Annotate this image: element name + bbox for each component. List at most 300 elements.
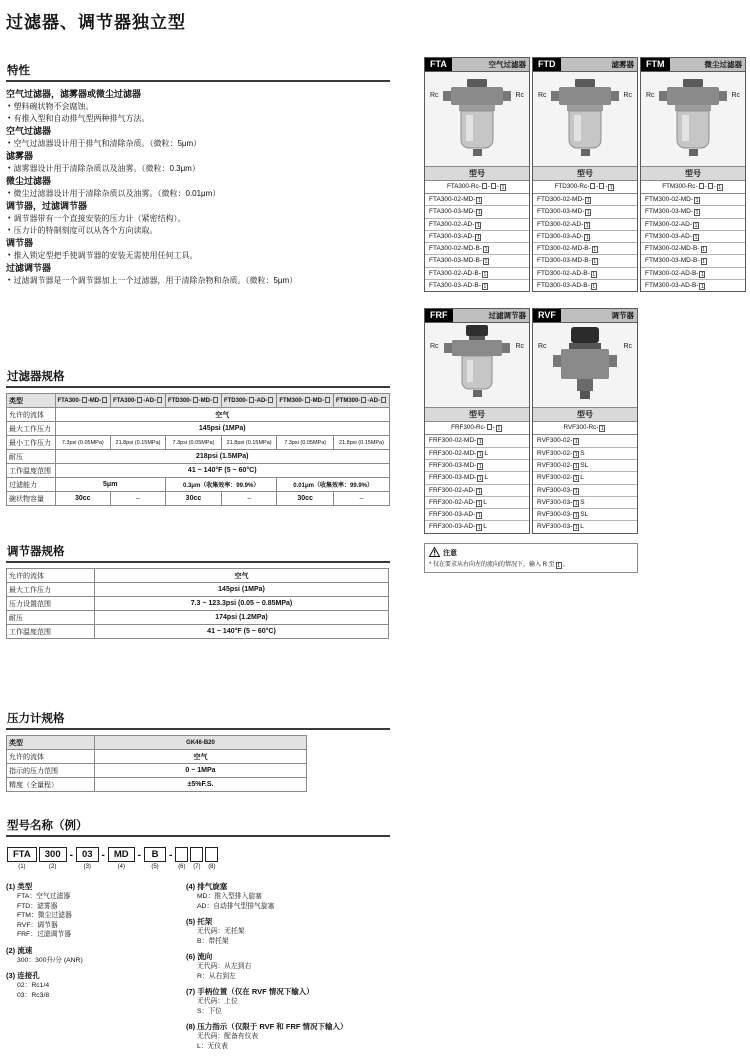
model-segment <box>76 847 99 870</box>
spec-value: – <box>111 492 166 506</box>
feature-text: 调节器，过滤调节器 <box>6 201 88 211</box>
table-header-row <box>7 394 390 408</box>
bullet-icon: • <box>8 165 11 172</box>
option-box: 1 <box>574 476 578 483</box>
dash-separator: - <box>69 850 73 861</box>
spec-value: 7.3 ~ 123.3psi (0.05 ~ 0.85MPa) <box>95 597 389 611</box>
model-segment-number: (4) <box>117 864 125 870</box>
option-box <box>82 397 87 403</box>
option-box: 1 <box>610 185 613 191</box>
option-box: 1 <box>477 488 481 495</box>
option-box: 1 <box>592 284 596 291</box>
option-box: 1 <box>593 247 597 254</box>
model-number: FTA300-03-MD- 1 <box>425 206 529 218</box>
legend-item: B：带托架 <box>197 937 229 945</box>
product-card-frf <box>424 308 530 533</box>
spec-value: 空气 <box>95 569 389 583</box>
feature-text: 空气过滤器，滤雾器或微尘过滤器 <box>6 89 142 99</box>
feature-text: 微尘过滤器设计用于清除杂质以及油雾。（微粒：0.01μm） <box>13 189 221 198</box>
legend-item: 02：Rc1/4 <box>17 982 50 989</box>
option-box: 1 <box>601 426 604 433</box>
option-box: 1 <box>478 463 482 470</box>
bullet-icon: • <box>8 215 11 222</box>
model-number: FTA300-02-MD- 1 <box>425 194 529 206</box>
warning-icon <box>429 547 440 559</box>
model-number: FTD300-02-AD-B- 1 <box>533 268 637 280</box>
table-header-row <box>7 736 307 750</box>
bullet-icon: • <box>8 140 11 147</box>
feature-text: 滤雾器设计用于清除杂质以及油雾。（微粒：0.3μm） <box>13 164 200 173</box>
model-number: FRF300-03-MD- 1 <box>425 460 529 472</box>
spec-row <box>7 583 389 597</box>
row-label: 过滤能力 <box>7 478 56 492</box>
model-number-header: 型号 <box>533 408 637 422</box>
model-number-list <box>425 435 529 532</box>
option-box <box>590 183 595 189</box>
model-pattern: FRF300-Rc- - 1 <box>425 422 529 435</box>
product-code: FTM <box>641 58 670 71</box>
product-card-ftm <box>640 57 746 292</box>
option-box: 1 <box>483 284 487 291</box>
feature-text: 调节器带有一个直接安装的压力计（紧密结构）。 <box>13 214 186 223</box>
legend-group <box>186 987 390 1016</box>
option-box: 1 <box>694 234 698 241</box>
model-number: FTA300-03-AD- 1 <box>425 231 529 243</box>
feature-bullet <box>6 138 390 150</box>
spec-value: – <box>333 492 389 506</box>
model-number: FTA300-03-AD-B- 1 <box>429 282 487 291</box>
section-heading-features: 特性 <box>6 61 390 82</box>
row-label: 最大工作压力 <box>7 583 95 597</box>
legend-group <box>186 1022 390 1051</box>
option-box: 1 <box>574 463 578 470</box>
product-card-header <box>425 58 529 72</box>
feature-bullet <box>6 188 390 200</box>
spec-value: – <box>221 492 276 506</box>
right-column <box>424 57 746 573</box>
product-card-header <box>641 58 745 72</box>
model-segment-number: (8) <box>208 864 216 870</box>
port-label: Rc <box>731 92 740 99</box>
caution-note <box>424 543 638 573</box>
model-number: FTD300-03-MD- 1 <box>533 206 637 218</box>
model-segment-code: 300 <box>39 847 67 862</box>
product-photo-frf <box>425 323 529 408</box>
model-number-list <box>533 194 637 291</box>
spec-value: 30cc <box>277 492 334 506</box>
option-box: 1 <box>483 271 487 278</box>
option-box: 1 <box>477 500 481 507</box>
model-number: RVF300-02- 1 SL <box>533 460 637 472</box>
section-heading-filter-spec: 过滤器规格 <box>6 367 390 388</box>
feature-heading <box>6 88 390 101</box>
option-box: 1 <box>574 513 578 520</box>
feature-text: 滤雾器 <box>6 151 34 161</box>
feature-heading <box>6 150 390 163</box>
legend-column-left <box>6 882 186 1057</box>
model-number: FRF300-03-MD- 1 L <box>425 472 529 484</box>
bullet-icon: • <box>8 103 11 110</box>
option-box <box>102 397 107 403</box>
model-segment-code: FTA <box>7 847 37 862</box>
legend-group <box>186 882 390 911</box>
feature-heading <box>6 175 390 188</box>
option-box: 1 <box>484 247 488 254</box>
model-number: FTD300-03-AD- 1 <box>533 231 637 243</box>
model-segment <box>108 847 135 870</box>
row-label: 工作温度范围 <box>7 625 95 639</box>
model-number: FTM300-02-MD- 1 <box>641 194 745 206</box>
spec-value: 空气 <box>95 750 307 764</box>
spec-value: 41 ~ 140°F (5 ~ 60°C) <box>95 625 389 639</box>
legend-item: MD：推入型排入旋塞 <box>197 893 262 900</box>
model-number: FTM300-03-AD-B- 1 <box>645 282 704 291</box>
feature-text: 推入锁定型把手使调节器的安装无需使用任何工具。 <box>13 251 198 260</box>
model-segment-code <box>175 847 188 862</box>
option-box <box>213 397 218 403</box>
legend-item: FTM：微尘过滤器 <box>17 912 72 919</box>
option-box: 1 <box>477 513 481 520</box>
spec-value: 7.3psi (0.05MPa) <box>55 436 111 450</box>
feature-bullet <box>6 163 390 175</box>
legend-group <box>6 971 186 1000</box>
option-box: 1 <box>478 198 481 204</box>
product-title: 微尘过滤器 <box>670 58 746 71</box>
option-box: 1 <box>585 222 589 229</box>
spec-value: 0.01μm（收集效率：99.9%） <box>277 478 390 492</box>
option-box <box>325 397 330 403</box>
model-number: FTA300-02-MD-B- 1 <box>425 243 529 255</box>
spec-table <box>6 393 390 506</box>
port-label: Rc <box>623 343 632 351</box>
feature-text: 过滤调节器 <box>6 263 52 273</box>
legend-group <box>6 946 186 966</box>
product-card-header <box>533 58 637 72</box>
model-segment-code: B <box>144 847 166 862</box>
left-column <box>6 0 390 1057</box>
legend-item: FTA：空气过滤器 <box>17 893 71 900</box>
option-box: 1 <box>592 271 596 278</box>
port-label: Rc <box>515 343 524 351</box>
spec-value: 7.3psi (0.05MPa) <box>165 436 221 450</box>
model-segment <box>39 847 67 870</box>
option-box: 1 <box>702 247 705 254</box>
model-number: FTA300-02-AD- 1 <box>425 219 529 231</box>
model-number: FTD300-02-MD- 1 <box>533 194 637 206</box>
model-pattern: FTD300-Rc- - - 1 <box>533 181 637 194</box>
option-box: 1 <box>574 451 578 458</box>
legend-group-title: (6) 流向 <box>186 952 213 961</box>
feature-text: 过滤调节器是一个调节器加上一个过滤器，用于清除杂物和杂质。（微粒：5μm） <box>13 276 298 285</box>
row-label: 允许的流体 <box>7 569 95 583</box>
product-title: 滤雾器 <box>561 58 638 71</box>
legend-group <box>186 917 390 946</box>
option-box: 1 <box>574 525 578 532</box>
caution-title: 注意 <box>443 549 457 557</box>
option-box: 1 <box>501 185 505 191</box>
row-label: 允许的流体 <box>7 750 95 764</box>
product-code: FTA <box>425 58 452 71</box>
product-title: 过滤调节器 <box>453 309 530 322</box>
model-segment <box>190 847 203 870</box>
spec-row <box>7 597 389 611</box>
model-number: FTD300-03-MD-B- 1 <box>533 255 637 267</box>
model-number-list <box>641 194 745 291</box>
product-card-ftd <box>532 57 638 292</box>
model-number: FRF300-03-AD- 1 <box>425 509 529 521</box>
feature-bullet <box>6 213 390 225</box>
spec-value: 174psi (1.2MPa) <box>95 611 389 625</box>
model-number-header: 型号 <box>425 167 529 181</box>
caution-header <box>429 547 633 559</box>
model-segment <box>144 847 166 870</box>
spec-row <box>7 408 390 422</box>
bullet-icon: • <box>8 115 11 122</box>
column-header: FTA300- -MD- <box>55 394 111 408</box>
legend-group-title: (7) 手柄位置（仅在 RVF 情况下输入） <box>186 987 314 996</box>
option-box <box>487 424 492 430</box>
spec-row <box>7 750 307 764</box>
feature-heading <box>6 200 390 213</box>
model-segment <box>7 847 37 870</box>
feature-bullet <box>6 275 390 287</box>
dash-separator: - <box>137 850 142 861</box>
spec-value: 145psi (1MPa) <box>55 422 390 436</box>
option-box: 1 <box>477 525 481 532</box>
dash-separator: - <box>169 850 173 861</box>
model-number: FRF300-03-AD- 1 L <box>429 523 487 532</box>
feature-bullet <box>6 101 390 113</box>
model-number: FTM300-03-MD-B- 1 <box>641 255 745 267</box>
legend-item: L：无仪表 <box>197 1042 228 1050</box>
spec-value: 7.3psi (0.05MPa) <box>277 436 334 450</box>
option-box <box>249 397 254 403</box>
feature-bullet <box>6 225 390 237</box>
model-number-list <box>425 194 529 291</box>
model-segment-code: 03 <box>76 847 99 862</box>
feature-bullet <box>6 250 390 262</box>
bullet-icon: • <box>8 277 11 284</box>
row-label: 碗状物容量 <box>7 492 56 506</box>
option-box: 1 <box>574 439 578 446</box>
product-code: FRF <box>425 309 453 322</box>
option-box: 1 <box>694 222 698 229</box>
option-box: 1 <box>557 562 561 569</box>
model-number: RVF300-02- 1 S <box>533 448 637 460</box>
row-label: 耐压 <box>7 450 56 464</box>
port-label: Rc <box>430 92 439 99</box>
spec-row <box>7 764 307 778</box>
spec-value: ±5%F.S. <box>95 778 307 792</box>
bullet-icon: • <box>8 227 11 234</box>
product-code: RVF <box>533 309 561 322</box>
port-label: Rc <box>623 92 632 99</box>
spec-row <box>7 492 390 506</box>
option-box <box>193 397 198 403</box>
column-header: FTM300- -AD- <box>333 394 389 408</box>
legend-group-title: (3) 连接孔 <box>6 971 40 980</box>
model-number: FTM300-03-MD- 1 <box>641 206 745 218</box>
option-box <box>491 183 496 189</box>
option-box <box>268 397 273 403</box>
model-number-header: 型号 <box>533 167 637 181</box>
option-box: 1 <box>718 185 722 191</box>
feature-text: 空气过滤器 <box>6 126 52 136</box>
model-number: RVF300-02- 1 L <box>533 472 637 484</box>
legend-item: 无代码：上位 <box>197 998 238 1005</box>
port-label: Rc <box>538 92 547 99</box>
product-card-header <box>533 309 637 323</box>
model-segment-code <box>190 847 203 862</box>
caution-text: * 仅在要求从右向左的流向的情况下，输入 R 至 1 。 <box>429 561 569 569</box>
column-header: FTA300- -AD- <box>111 394 166 408</box>
legend-group <box>6 882 186 940</box>
option-box: 1 <box>701 271 704 278</box>
spec-row <box>7 778 307 792</box>
option-box <box>482 183 487 189</box>
spec-value: 0.3μm（收集效率：99.9%） <box>165 478 276 492</box>
legend-item: FTD：滤雾器 <box>17 902 58 910</box>
row-label: 工作温度范围 <box>7 464 56 478</box>
legend-group-title: (5) 托架 <box>186 917 213 926</box>
option-box <box>137 397 142 403</box>
column-header: 类型 <box>7 394 56 408</box>
model-number: RVF300-03- 1 L <box>537 523 584 532</box>
legend-item: 03：Rc3/8 <box>17 991 50 999</box>
product-photo-rvf <box>533 323 637 408</box>
option-box: 1 <box>477 222 480 229</box>
model-number: RVF300-03- 1 <box>533 485 637 497</box>
spec-value: 30cc <box>165 492 221 506</box>
section-heading-gauge-spec: 压力计规格 <box>6 709 390 730</box>
spec-value: 21.8psi (0.15MPa) <box>111 436 166 450</box>
spec-value: 21.8psi (0.15MPa) <box>221 436 276 450</box>
column-header: GK46-B20 <box>95 736 307 750</box>
model-pattern: FTA300-Rc- - - 1 <box>425 181 529 194</box>
model-number: FRF300-02-MD- 1 L <box>425 448 529 460</box>
legend-item: 300：300升/分 (ANR) <box>17 956 83 964</box>
spec-row <box>7 436 390 450</box>
option-box: 1 <box>695 210 699 217</box>
port-label: Rc <box>538 343 547 351</box>
option-box: 1 <box>586 198 590 204</box>
option-box: 1 <box>478 451 482 458</box>
product-card-header <box>425 309 529 323</box>
product-code: FTD <box>533 58 561 71</box>
model-number: FTA300-03-MD-B- 1 <box>425 255 529 267</box>
column-header: FTD300- -MD- <box>165 394 221 408</box>
model-number: FTA300-02-AD-B- 1 <box>425 268 529 280</box>
model-number: FTM300-02-AD- 1 <box>641 219 745 231</box>
port-label: Rc <box>646 92 655 99</box>
model-segment-number: (3) <box>83 864 91 870</box>
product-photo-ftm <box>641 72 745 167</box>
model-number-example <box>6 847 390 870</box>
legend-item: AD：自动排气型排气旋塞 <box>197 902 275 910</box>
bullet-icon: • <box>8 190 11 197</box>
filter-spec-table <box>6 393 390 506</box>
spec-row <box>7 464 390 478</box>
product-photo-ftd <box>533 72 637 167</box>
model-code-legend <box>6 882 390 1057</box>
model-number: FTM300-03-AD- 1 <box>641 231 745 243</box>
option-box: 1 <box>702 259 705 266</box>
spec-table <box>6 735 307 792</box>
spec-row <box>7 625 389 639</box>
option-box <box>361 397 366 403</box>
spec-row <box>7 478 390 492</box>
spec-value: 218psi (1.5MPa) <box>55 450 390 464</box>
feature-heading <box>6 262 390 275</box>
option-box: 1 <box>497 426 501 433</box>
model-segment-number: (6) <box>178 864 186 870</box>
option-box: 1 <box>478 439 482 446</box>
port-label: Rc <box>430 343 439 351</box>
bullet-icon: • <box>8 252 11 259</box>
spec-value: 5μm <box>55 478 165 492</box>
option-box: 1 <box>478 210 481 217</box>
feature-text: 微尘过滤器 <box>6 176 52 186</box>
feature-text: 空气过滤器设计用于排气和清除杂质。（微粒：5μm） <box>13 139 202 148</box>
row-label: 指示的压力范围 <box>7 764 95 778</box>
model-pattern: FTM300-Rc- - - 1 <box>641 181 745 194</box>
row-label: 压力设置范围 <box>7 597 95 611</box>
legend-item: 无代码：从左到右 <box>197 963 252 970</box>
spec-row <box>7 611 389 625</box>
option-box <box>305 397 310 403</box>
feature-bullet <box>6 113 390 125</box>
legend-group-title: (4) 排气旋塞 <box>186 882 228 891</box>
column-header: FTD300- -AD- <box>221 394 276 408</box>
row-label: 精度（全量程） <box>7 778 95 792</box>
model-number: RVF300-03- 1 S <box>533 497 637 509</box>
feature-text: 压力计的特制刻度可以从各个方向读取。 <box>13 226 158 235</box>
model-segment-number: (2) <box>49 864 57 870</box>
row-label: 最大工作压力 <box>7 422 56 436</box>
port-label: Rc <box>515 92 524 99</box>
option-box: 1 <box>484 259 488 266</box>
option-box: 1 <box>477 234 480 241</box>
product-photo-fta <box>425 72 529 167</box>
legend-item: 无代码：无托架 <box>197 928 245 935</box>
model-number: FRF300-02-AD- 1 L <box>425 497 529 509</box>
product-title: 调节器 <box>561 309 637 322</box>
model-segment <box>175 847 188 870</box>
spec-value: 0 ~ 1MPa <box>95 764 307 778</box>
model-pattern: RVF300-Rc- 1 <box>533 422 637 435</box>
option-box <box>381 397 386 403</box>
model-segment-code <box>205 847 218 862</box>
row-label: 允许的流体 <box>7 408 56 422</box>
model-number: RVF300-03- 1 SL <box>533 509 637 521</box>
feature-text: 塑料碗状物不会腐蚀。 <box>13 102 94 111</box>
row-label: 最小工作压力 <box>7 436 56 450</box>
model-segment <box>205 847 218 870</box>
model-number: FRF300-02-MD- 1 <box>425 435 529 447</box>
column-header: FTM300- -MD- <box>277 394 334 408</box>
feature-heading <box>6 237 390 250</box>
spec-value: 空气 <box>55 408 390 422</box>
option-box: 1 <box>478 476 482 483</box>
legend-group-title: (8) 压力指示（仅限于 RVF 和 FRF 情况下输入） <box>186 1022 348 1031</box>
model-number: FTD300-03-AD-B- 1 <box>537 282 596 291</box>
option-box: 1 <box>695 198 699 204</box>
legend-item: FRF：过滤调节器 <box>17 931 71 938</box>
legend-item: 无代码：配备有仪表 <box>197 1033 259 1040</box>
spec-row <box>7 450 390 464</box>
option-box: 1 <box>593 259 597 266</box>
product-cards-row-filters <box>424 57 746 292</box>
